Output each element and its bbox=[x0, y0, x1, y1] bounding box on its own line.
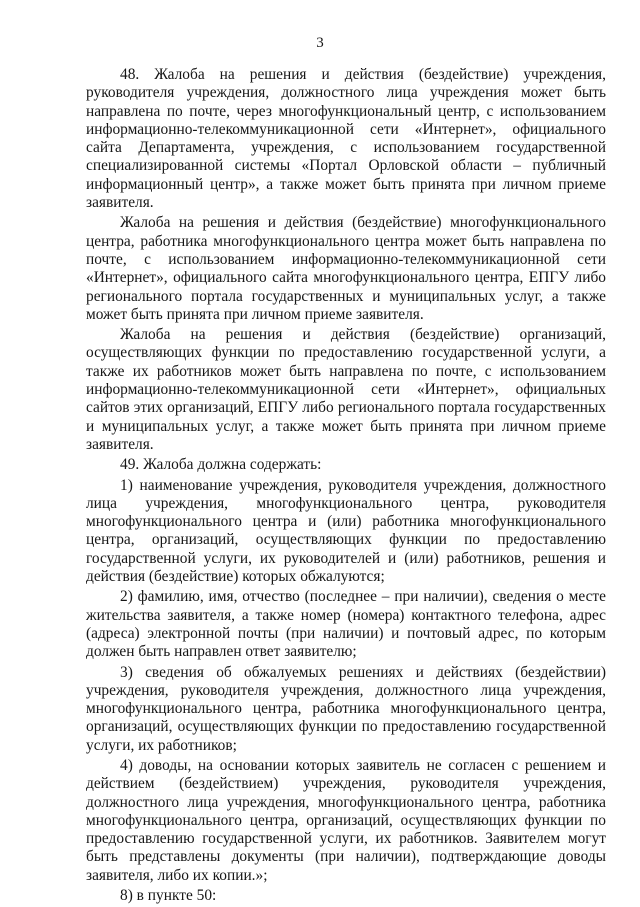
paragraph-mfc-complaint: Жалоба на решения и действия (бездействие) многофункционального центра, работника многофункционального центра может быть направлена по почте, с использованием информационно-телекоммуникационной сети «Интернет», официального сайта многофункционального центра, ЕПГУ либо регионального портала государственных и муниципальных услуг, а также может быть принята при личном приеме заявителя. bbox=[86, 214, 606, 323]
list-item-3: 3) сведения об обжалуемых решениях и действиях (бездействии) учреждения, руководителя учреждения, должностного лица учреждения, многофункционального центра, работника многофункционального центра, организаций, осуществляющих функции по предоставлению государственной услуги, их работников; bbox=[86, 663, 606, 754]
paragraph-8-item-50: 8) в пункте 50: bbox=[120, 887, 217, 905]
paragraph-49: 49. Жалоба должна содержать: bbox=[120, 456, 322, 474]
paragraph-48: 48. Жалоба на решения и действия (бездействие) учреждения, руководителя учреждения, должностного лица учреждения может быть направлена по почте, через многофункциональный центр, с использованием информационно-телекоммуникационной сети «Интернет», официального сайта Департамента, учреждения, с использованием государственной специализированной системы «Портал Орловской области – публичный информационный центр», а также может быть принята при личном приеме заявителя. bbox=[86, 66, 606, 212]
paragraph-organizations-complaint: Жалоба на решения и действия (бездействие) организаций, осуществляющих функции по предоставлению государственной услуги, а также их работников может быть направлена по почте, с использованием информационно-телекоммуникационной сети «Интернет», официальных сайтов этих организаций, ЕПГУ либо регионального портала государственных и муниципальных услуг, а также может быть принята при личном приеме заявителя. bbox=[86, 326, 606, 453]
page-number: 3 bbox=[316, 35, 324, 51]
list-item-1: 1) наименование учреждения, руководителя учреждения, должностного лица учреждения, многофункционального центра, руководителя многофункционального центра и (или) работника многофункционального центра, организаций, осуществляющих функции по предоставлению государственной услуги, их руководителей и (или) работников, решения и действия (бездействие) которых обжалуются; bbox=[86, 476, 606, 586]
document-body bbox=[86, 66, 606, 907]
list-item-4: 4) доводы, на основании которых заявитель не согласен с решением и действием (бездействием) учреждения, руководителя учреждения, должностного лица учреждения, многофункционального центра, работника многофункционального центра, организаций, осуществляющих функции по предоставлению государственной услуги, их работников. Заявителем могут быть представлены документы (при наличии), подтверждающие доводы заявителя, либо их копии.»; bbox=[86, 756, 606, 884]
list-item-2: 2) фамилию, имя, отчество (последнее – при наличии), сведения о месте жительства заявителя, а также номер (номера) контактного телефона, адрес (адреса) электронной почты (при наличии) и почтовый адрес, по которым должен быть направлен ответ заявителю; bbox=[86, 588, 606, 661]
